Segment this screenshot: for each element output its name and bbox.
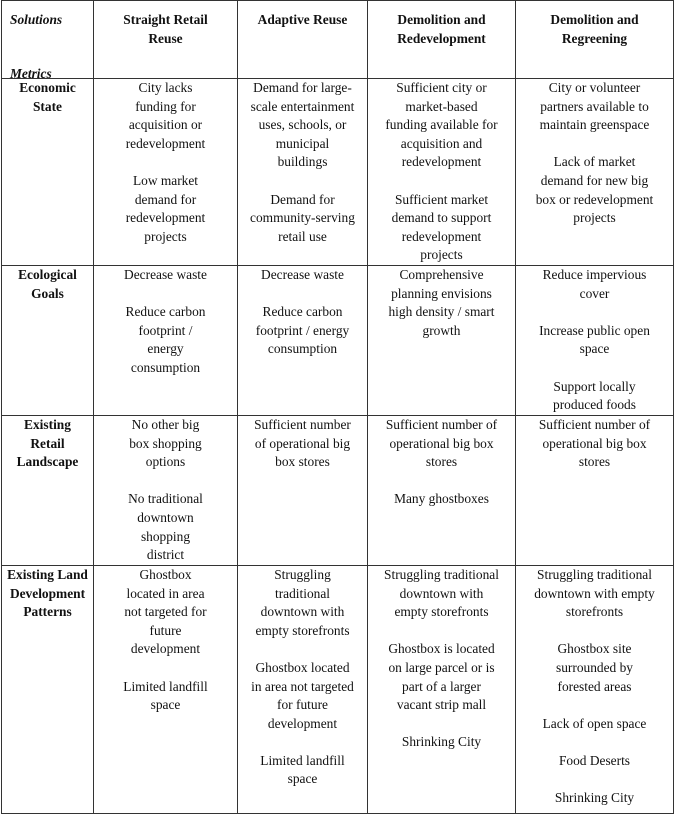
table-cell — [94, 565, 238, 813]
cell-paragraph — [371, 79, 512, 172]
cell-text-line: redevelopment — [125, 135, 206, 151]
cell-paragraph — [371, 490, 512, 509]
cell-text-line: surrounded by — [556, 659, 633, 675]
cell-text-line: Support locally — [553, 378, 636, 394]
cell-text-line: space — [579, 341, 610, 357]
corner-cell — [2, 1, 94, 79]
cell-text-line: Adaptive Reuse — [257, 12, 348, 27]
cell-paragraph — [241, 191, 364, 247]
cell-text-line: market-based — [405, 98, 478, 114]
cell-text-line: Ghostbox site — [557, 641, 632, 657]
cell-text-line: Demand for — [270, 191, 335, 207]
cell-paragraph — [371, 416, 512, 472]
cell-text-line: consumption — [130, 359, 201, 375]
cell-paragraph — [519, 416, 670, 472]
table-row-ecological-goals — [2, 265, 674, 415]
cell-text-line: Many ghostboxes — [394, 491, 489, 507]
cell-text-line: maintain greenspace — [539, 117, 650, 133]
cell-paragraph — [97, 79, 234, 153]
cell-text-line: not targeted for — [124, 604, 207, 620]
cell-paragraph — [519, 378, 670, 415]
cell-text-line: Demolition and — [397, 12, 486, 27]
cell-text-line: Shrinking City — [401, 734, 482, 750]
cell-text-line: Ghostbox located — [255, 659, 350, 675]
cell-text-line: Reduce carbon — [125, 304, 206, 320]
cell-text-line: downtown with — [399, 585, 484, 601]
cell-text-line: scale entertainment — [250, 98, 355, 114]
cell-text-line: future — [149, 622, 182, 638]
table-cell — [368, 565, 516, 813]
cell-text-line: options — [145, 454, 186, 470]
cell-text-line: Reuse — [148, 30, 183, 46]
cell-text-line: community-serving — [250, 210, 355, 226]
cell-text-line: uses, schools, or — [258, 117, 347, 133]
cell-paragraph — [371, 191, 512, 265]
cell-text-line: City or volunteer — [548, 80, 641, 95]
cell-text-line: storefronts — [565, 604, 624, 620]
table-cell — [516, 415, 674, 565]
cell-text-line: retail use — [278, 228, 327, 244]
row-header-ecological-goals — [2, 265, 94, 415]
cell-text-line: Reduce impervious — [542, 266, 647, 282]
table-row-economic-state — [2, 79, 674, 266]
cell-paragraph — [519, 640, 670, 696]
cell-text-line: Demolition and — [550, 12, 639, 27]
cell-paragraph — [241, 303, 364, 359]
cell-text-line: operational big box — [542, 435, 647, 451]
cell-paragraph — [519, 322, 670, 359]
cell-paragraph — [371, 566, 512, 622]
cell-text-line: Sufficient number of — [538, 416, 651, 432]
cell-text-line: planning envisions — [391, 285, 492, 301]
cell-text-line: consumption — [267, 341, 338, 357]
table-cell — [94, 415, 238, 565]
cell-paragraph — [97, 490, 234, 564]
cell-text-line: box shopping — [129, 435, 202, 451]
cell-text-line: cover — [579, 285, 610, 301]
cell-text-line: redevelopment — [125, 210, 206, 226]
cell-text-line: Shrinking City — [554, 790, 635, 806]
cell-paragraph — [97, 172, 234, 246]
cell-paragraph — [371, 266, 512, 340]
table-cell — [238, 415, 368, 565]
row-header-economic-state — [2, 79, 94, 266]
cell-text-line: on large parcel or is — [388, 659, 495, 675]
table-cell — [516, 565, 674, 813]
cell-paragraph — [241, 566, 364, 640]
cell-text-line: Economic — [19, 80, 76, 95]
cell-text-line: space — [150, 697, 181, 713]
cell-text-line: Regreening — [561, 30, 628, 46]
cell-text-line: Ghostbox is located — [388, 641, 495, 657]
cell-text-line: footprint / — [138, 322, 193, 338]
cell-paragraph — [519, 752, 670, 771]
cell-text-line: vacant strip mall — [396, 697, 487, 713]
cell-text-line: downtown with — [260, 604, 345, 620]
cell-text-line: Sufficient number of — [385, 416, 498, 432]
cell-text-line: in area not targeted — [251, 678, 354, 694]
cell-text-line: located in area — [126, 585, 205, 601]
solutions-label: Solutions — [10, 12, 63, 27]
cell-paragraph — [97, 678, 234, 715]
table-cell — [368, 415, 516, 565]
cell-text-line: part of a larger — [402, 678, 481, 694]
cell-paragraph — [241, 659, 364, 733]
cell-text-line: demand to support — [391, 210, 492, 226]
table-cell — [238, 79, 368, 266]
cell-text-line: Low market — [132, 172, 199, 188]
cell-text-line: Goals — [31, 285, 64, 301]
cell-text-line: Struggling traditional — [537, 566, 652, 582]
cell-text-line: shopping — [140, 528, 191, 544]
cell-text-line: Decrease waste — [261, 266, 344, 282]
cell-text-line: Ghostbox — [139, 566, 192, 582]
row-header-existing-retail-landscape — [2, 415, 94, 565]
cell-text-line: forested areas — [557, 678, 632, 694]
cell-text-line: Retail — [30, 435, 65, 451]
cell-text-line: for future — [277, 697, 328, 713]
cell-text-line: municipal — [275, 135, 330, 151]
cell-text-line: energy — [147, 341, 184, 357]
cell-paragraph — [241, 266, 364, 285]
header-row — [2, 1, 674, 79]
cell-text-line: Comprehensive — [399, 266, 484, 282]
cell-text-line: Existing Land — [7, 566, 88, 582]
cell-text-line: Landscape — [16, 454, 79, 470]
cell-text-line: Existing — [24, 416, 71, 432]
table-row-existing-land-development-patterns — [2, 565, 674, 813]
cell-paragraph — [241, 79, 364, 172]
cell-text-line: State — [32, 98, 62, 114]
cell-text-line: box stores — [275, 454, 330, 470]
cell-text-line: funding available for — [385, 117, 498, 133]
row-header-existing-land-development-patterns — [2, 565, 94, 813]
cell-text-line: downtown with empty — [534, 585, 655, 601]
cell-text-line: Patterns — [23, 604, 72, 620]
cell-text-line: projects — [144, 228, 187, 244]
cell-text-line: No traditional — [128, 491, 203, 507]
cell-paragraph — [241, 416, 364, 472]
metrics-label: Metrics — [10, 66, 52, 79]
cell-text-line: Struggling — [274, 566, 331, 582]
cell-text-line: Reduce carbon — [262, 304, 343, 320]
cell-text-line: footprint / energy — [255, 322, 350, 338]
cell-text-line: Sufficient market — [394, 191, 489, 207]
table-cell — [516, 265, 674, 415]
cell-text-line: Food Deserts — [558, 752, 631, 768]
cell-text-line: Lack of market — [553, 154, 636, 170]
table-cell — [516, 79, 674, 266]
table-cell — [94, 79, 238, 266]
cell-text-line: Ecological — [18, 266, 77, 282]
cell-text-line: box or redevelopment — [535, 191, 654, 207]
cell-text-line: Sufficient number — [254, 416, 351, 432]
cell-paragraph — [371, 733, 512, 752]
cell-text-line: redevelopment — [401, 154, 482, 170]
column-header-straight-retail-reuse — [94, 1, 238, 79]
cell-text-line: empty storefronts — [394, 604, 489, 620]
cell-text-line: development — [267, 715, 338, 731]
cell-text-line: redevelopment — [401, 228, 482, 244]
cell-text-line: Demand for large- — [253, 80, 352, 95]
cell-text-line: Straight Retail — [123, 12, 208, 27]
table-cell — [94, 265, 238, 415]
cell-text-line: space — [287, 771, 318, 787]
cell-paragraph — [97, 416, 234, 472]
cell-text-line: acquisition or — [128, 117, 203, 133]
cell-paragraph — [519, 153, 670, 227]
cell-paragraph — [519, 715, 670, 734]
table-cell — [238, 265, 368, 415]
cell-text-line: Limited landfill — [123, 678, 208, 694]
cell-text-line: Increase public open — [539, 322, 650, 338]
cell-text-line: partners available to — [540, 98, 649, 114]
cell-text-line: development — [130, 641, 201, 657]
cell-text-line: traditional — [274, 585, 331, 601]
cell-text-line: No other big — [131, 416, 200, 432]
cell-text-line: Sufficient city or — [396, 80, 487, 95]
cell-text-line: produced foods — [553, 397, 636, 413]
column-header-demolition-regreening — [516, 1, 674, 79]
cell-text-line: projects — [420, 247, 463, 263]
cell-text-line: Lack of open space — [542, 715, 647, 731]
table-cell — [368, 265, 516, 415]
cell-paragraph — [97, 566, 234, 659]
cell-text-line: of operational big — [254, 435, 351, 451]
cell-text-line: high density / smart — [388, 304, 495, 320]
cell-text-line: Struggling traditional — [384, 566, 499, 582]
cell-text-line: demand for new big — [540, 172, 649, 188]
cell-text-line: downtown — [137, 509, 194, 525]
cell-text-line: funding for — [135, 98, 196, 114]
cell-text-line: Limited landfill — [260, 752, 345, 768]
cell-paragraph — [241, 752, 364, 789]
column-header-adaptive-reuse — [238, 1, 368, 79]
cell-text-line: Development — [9, 585, 86, 601]
table-cell — [368, 79, 516, 266]
cell-paragraph — [97, 266, 234, 285]
table-row-existing-retail-landscape — [2, 415, 674, 565]
cell-paragraph — [519, 266, 670, 303]
cell-text-line: buildings — [277, 154, 328, 170]
cell-paragraph — [519, 79, 670, 135]
cell-paragraph — [371, 640, 512, 714]
column-header-demolition-redevelopment — [368, 1, 516, 79]
cell-text-line: Decrease waste — [124, 266, 207, 282]
solutions-metrics-table — [1, 0, 674, 814]
table-cell — [238, 565, 368, 813]
cell-text-line: acquisition and — [400, 135, 483, 151]
cell-text-line: projects — [573, 210, 616, 226]
cell-text-line: growth — [422, 322, 461, 338]
cell-paragraph — [97, 303, 234, 377]
cell-text-line: stores — [425, 454, 458, 470]
cell-text-line: demand for — [134, 191, 197, 207]
cell-text-line: empty storefronts — [255, 622, 350, 638]
cell-text-line: City lacks — [138, 80, 193, 95]
cell-text-line: district — [146, 547, 185, 563]
cell-paragraph — [519, 789, 670, 808]
cell-text-line: operational big box — [389, 435, 494, 451]
cell-paragraph — [519, 566, 670, 622]
cell-text-line: Redevelopment — [397, 30, 486, 46]
cell-text-line: stores — [578, 454, 611, 470]
